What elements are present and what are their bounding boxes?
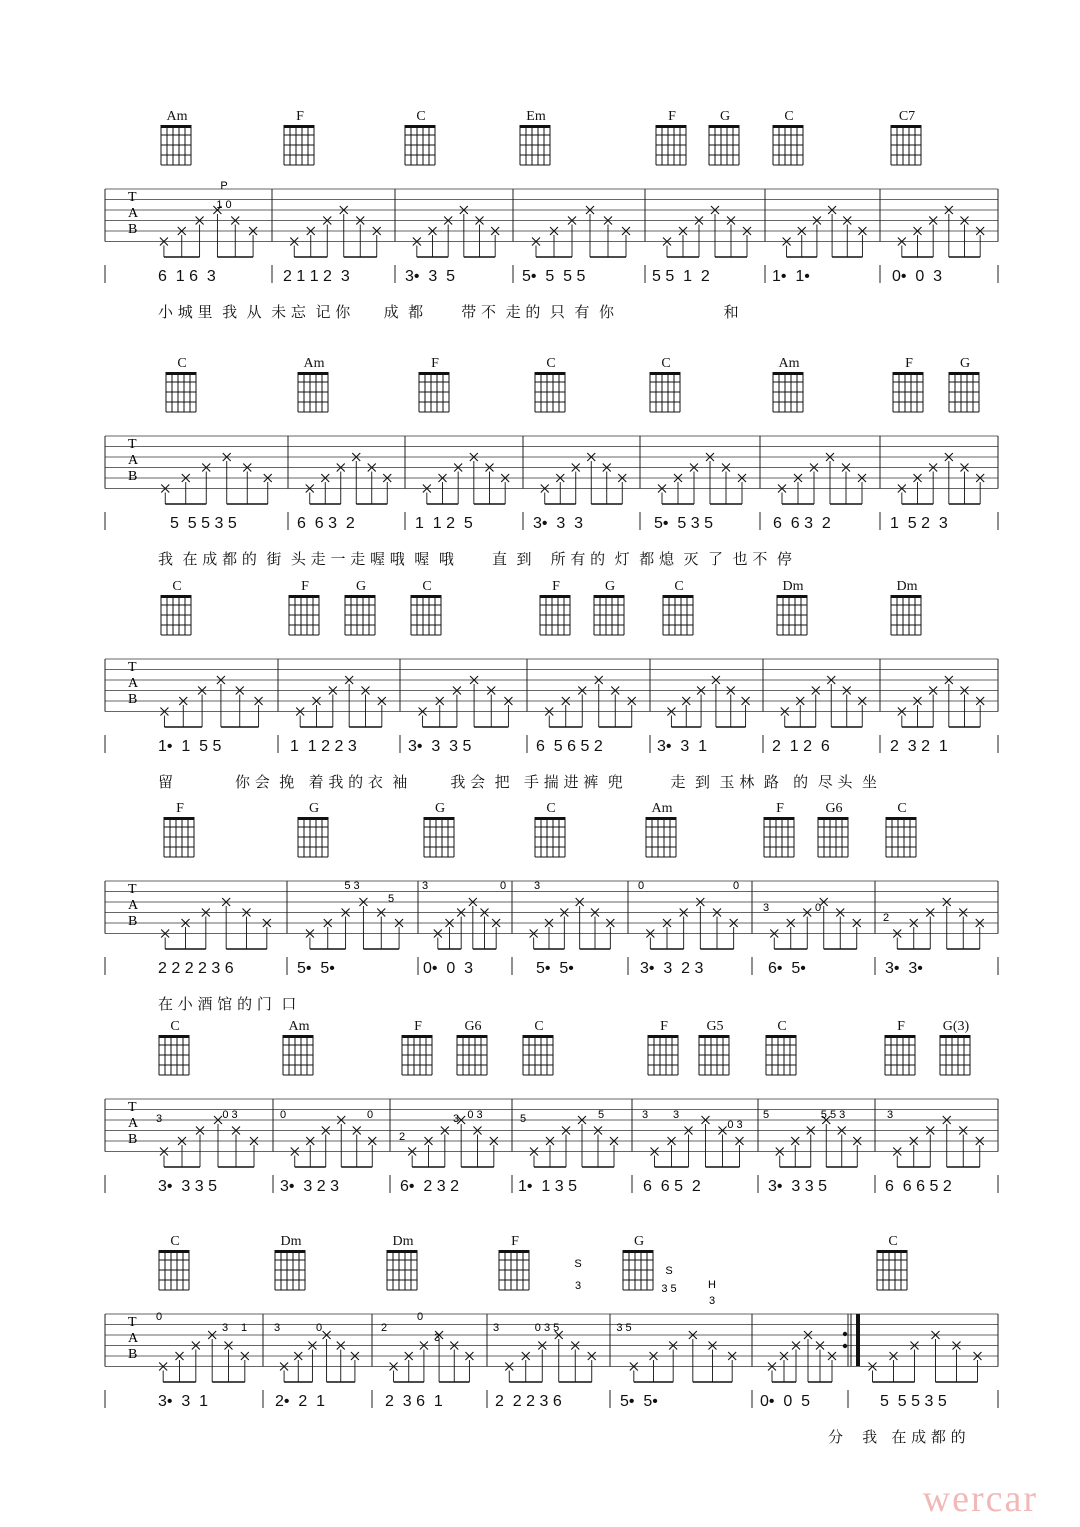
chord-name: F <box>296 109 304 124</box>
tab-mark: 3 <box>452 1113 460 1125</box>
chord-name: Am <box>166 109 188 124</box>
lyrics-line: 在 小 酒 馆 的 门 口 <box>158 995 297 1013</box>
jianpu-measure: 2 2 2 3 6 <box>495 1393 562 1410</box>
chord-name: C <box>784 109 794 124</box>
chord-name: F <box>897 1019 905 1034</box>
jianpu-measure: 2 3 2 1 <box>890 738 948 755</box>
jianpu-measure: 6 6 3 2 <box>773 515 831 532</box>
tab-staff <box>0 1230 1080 1455</box>
jianpu-measure: 2 1 2 6 <box>772 738 830 755</box>
watermark: wercar <box>922 1478 1038 1520</box>
tab-mark: 3 <box>492 1322 500 1334</box>
tab-mark: 0 <box>155 1311 163 1323</box>
chord-name: F <box>511 1234 519 1249</box>
lyrics-line: 小 城 里 我 从 未 忘 记 你 成 都 带 不 走 的 只 有 你 和 <box>158 303 739 321</box>
tab-mark: 0 3 <box>467 1109 483 1121</box>
jianpu-measure: 0• 0 5 <box>760 1393 811 1410</box>
jianpu-measure: 1• 1• <box>772 268 810 285</box>
jianpu-measure: 6• 5• <box>768 960 806 977</box>
tab-mark: 5 5 3 <box>820 1109 846 1121</box>
tab-mark: 0 3 <box>222 1109 238 1121</box>
tab-mark: 3 <box>533 880 541 892</box>
chord-name: Dm <box>896 579 918 594</box>
jianpu-measure: 1 5 2 3 <box>890 515 948 532</box>
chord-name: C <box>546 356 556 371</box>
tab-mark: 3 <box>574 1280 582 1292</box>
chord-name: F <box>660 1019 668 1034</box>
svg-text:T: T <box>128 437 137 452</box>
tab-staff <box>0 352 1080 577</box>
jianpu-measure: 6• 2 3 2 <box>400 1178 459 1195</box>
tab-mark: 2 <box>398 1131 406 1143</box>
jianpu-measure: 1 1 2 5 <box>415 515 473 532</box>
jianpu-measure: 5 5 5 3 5 <box>170 515 237 532</box>
svg-text:A: A <box>128 898 139 913</box>
tab-mark: 0 <box>814 902 822 914</box>
svg-text:A: A <box>128 206 139 221</box>
chord-name: C <box>422 579 432 594</box>
jianpu-measure: 5• 5 3 5 <box>654 515 713 532</box>
svg-text:B: B <box>128 222 138 237</box>
chord-name: Dm <box>782 579 804 594</box>
tab-mark: 5 3 <box>344 880 360 892</box>
chord-name: Am <box>303 356 325 371</box>
jianpu-measure: 5• 5 5 5 <box>522 268 586 285</box>
chord-name: C <box>170 1019 180 1034</box>
chord-name: G(3) <box>942 1019 970 1034</box>
tab-mark: 0 <box>366 1109 374 1121</box>
jianpu-measure: 3• 3 2 3 <box>280 1178 339 1195</box>
svg-text:T: T <box>128 882 137 897</box>
jianpu-measure: 2• 2 1 <box>275 1393 326 1410</box>
lyrics-line: 分 我 在 成 都 的 <box>828 1428 966 1446</box>
tab-mark: 0 <box>637 880 645 892</box>
tab-system-2 <box>0 352 1080 577</box>
tab-mark: 3 <box>273 1322 281 1334</box>
chord-name: C <box>888 1234 898 1249</box>
chord-name: F <box>301 579 309 594</box>
chord-name: C <box>534 1019 544 1034</box>
jianpu-measure: 3• 3 3 5 <box>158 1178 217 1195</box>
jianpu-measure: 3• 3 3 <box>533 515 584 532</box>
chord-name: C <box>170 1234 180 1249</box>
tab-mark: 0 3 <box>727 1119 743 1131</box>
jianpu-measure: 0• 0 3 <box>892 268 943 285</box>
svg-text:B: B <box>128 1347 138 1362</box>
jianpu-measure: 0• 0 3 <box>423 960 474 977</box>
jianpu-measure: 3• 3 5 <box>405 268 456 285</box>
svg-text:B: B <box>128 914 138 929</box>
tab-mark: 1 <box>240 1322 248 1334</box>
jianpu-measure: 6 6 3 2 <box>297 515 355 532</box>
jianpu-measure: 5 5 5 3 5 <box>880 1393 947 1410</box>
jianpu-measure: 2 2 2 2 3 6 <box>158 960 234 977</box>
tab-mark: 5 <box>762 1109 770 1121</box>
chord-name: G <box>604 579 616 594</box>
jianpu-measure: 1• 1 3 5 <box>518 1178 577 1195</box>
lyrics-line: 我 在 成 都 的 街 头 走 一 走 喔 哦 喔 哦 直 到 所 有 的 灯 都 熄 灭 了 也 不 停 <box>158 550 792 568</box>
chord-name: Dm <box>392 1234 414 1249</box>
tab-mark: 0 <box>279 1109 287 1121</box>
chord-name: G <box>959 356 971 371</box>
lyrics-line: 留 你 会 挽 着 我 的 衣 袖 我 会 把 手 揣 进 裤 兜 走 到 玉 林 路 的 尽 头 坐 <box>158 773 877 791</box>
tab-mark: 0 <box>732 880 740 892</box>
jianpu-measure: 3• 3 3 5 <box>768 1178 827 1195</box>
jianpu-measure: 6 5 6 5 2 <box>536 738 603 755</box>
tab-mark: S <box>665 1265 673 1277</box>
tab-system-6 <box>0 1230 1080 1455</box>
chord-name: F <box>176 801 184 816</box>
svg-text:A: A <box>128 1331 139 1346</box>
svg-text:B: B <box>128 1132 138 1147</box>
tab-mark: 3 <box>886 1109 894 1121</box>
tab-mark: 3 <box>221 1322 229 1334</box>
tab-mark: 3 <box>762 902 770 914</box>
jianpu-measure: 6 6 5 2 <box>643 1178 701 1195</box>
tab-mark: 3 5 <box>661 1283 677 1295</box>
jianpu-measure: 3• 3 1 <box>657 738 708 755</box>
chord-name: C <box>674 579 684 594</box>
jianpu-measure: 3• 3 2 3 <box>640 960 704 977</box>
chord-name: G <box>719 109 731 124</box>
chord-name: C <box>172 579 182 594</box>
jianpu-measure: 5 5 1 2 <box>652 268 710 285</box>
tab-mark: 2 <box>380 1322 388 1334</box>
chord-name: C <box>897 801 907 816</box>
chord-name: Am <box>778 356 800 371</box>
svg-text:B: B <box>128 469 138 484</box>
chord-name: F <box>431 356 439 371</box>
tab-mark: 0 <box>499 880 507 892</box>
tab-mark: 0 <box>416 1311 424 1323</box>
svg-text:A: A <box>128 453 139 468</box>
chord-name: Am <box>288 1019 310 1034</box>
chord-name: C <box>416 109 426 124</box>
svg-text:A: A <box>128 1116 139 1131</box>
tab-mark: 3 <box>155 1113 163 1125</box>
jianpu-measure: 2 1 1 2 3 <box>283 268 350 285</box>
jianpu-measure: 6 6 6 5 2 <box>885 1178 952 1195</box>
chord-name: F <box>776 801 784 816</box>
tab-staff <box>0 105 1080 330</box>
svg-text:T: T <box>128 1100 137 1115</box>
tab-mark: 3 <box>641 1109 649 1121</box>
tab-mark: 0 3 5 <box>534 1322 560 1334</box>
chord-name: G <box>355 579 367 594</box>
chord-name: C <box>777 1019 787 1034</box>
tab-staff <box>0 575 1080 800</box>
svg-text:A: A <box>128 676 139 691</box>
tab-mark: 5 <box>519 1113 527 1125</box>
jianpu-measure: 1 1 2 2 3 <box>290 738 357 755</box>
chord-name: Dm <box>280 1234 302 1249</box>
svg-text:B: B <box>128 692 138 707</box>
chord-name: G <box>308 801 320 816</box>
chord-name: Em <box>526 109 546 124</box>
chord-name: G <box>633 1234 645 1249</box>
chord-name: F <box>552 579 560 594</box>
jianpu-measure: 3• 3• <box>885 960 923 977</box>
chord-name: F <box>668 109 676 124</box>
tab-mark: 2 <box>882 912 890 924</box>
svg-text:T: T <box>128 1315 137 1330</box>
svg-text:T: T <box>128 660 137 675</box>
chord-name: G6 <box>825 801 843 816</box>
jianpu-measure: 5• 5• <box>297 960 335 977</box>
tab-mark: 5 <box>597 1109 605 1121</box>
tab-system-3 <box>0 575 1080 800</box>
chord-name: F <box>905 356 913 371</box>
jianpu-measure: 3• 3 1 <box>158 1393 209 1410</box>
jianpu-measure: 5• 5• <box>620 1393 658 1410</box>
svg-text:T: T <box>128 190 137 205</box>
tab-mark: 1 0 <box>216 199 232 211</box>
chord-name: G5 <box>706 1019 724 1034</box>
tab-mark: 0 <box>315 1322 323 1334</box>
jianpu-measure: 5• 5• <box>536 960 574 977</box>
chord-name: G <box>434 801 446 816</box>
chord-name: C7 <box>898 109 916 124</box>
tab-system-5 <box>0 1015 1080 1240</box>
tab-mark: 3 5 <box>616 1322 632 1334</box>
tab-system-4 <box>0 797 1080 1022</box>
tab-mark: H <box>708 1279 716 1291</box>
tab-mark: P <box>220 180 228 192</box>
tab-mark: 3 <box>421 880 429 892</box>
chord-name: Am <box>651 801 673 816</box>
chord-name: C <box>661 356 671 371</box>
jianpu-measure: 1• 1 5 5 <box>158 738 222 755</box>
chord-name: F <box>414 1019 422 1034</box>
tab-staff <box>0 1015 1080 1240</box>
jianpu-measure: 3• 3 3 5 <box>408 738 472 755</box>
jianpu-measure: 2 3 6 1 <box>385 1393 443 1410</box>
tab-mark: 3 <box>672 1109 680 1121</box>
chord-name: C <box>546 801 556 816</box>
tab-mark: 3 <box>708 1295 716 1307</box>
chord-name: G6 <box>464 1019 482 1034</box>
tab-mark: 3 <box>433 1332 441 1344</box>
tab-staff <box>0 797 1080 1022</box>
tab-system-1 <box>0 105 1080 330</box>
tab-mark: 5 <box>387 893 395 905</box>
tab-mark: S <box>574 1258 582 1270</box>
jianpu-measure: 6 1 6 3 <box>158 268 216 285</box>
chord-name: C <box>177 356 187 371</box>
